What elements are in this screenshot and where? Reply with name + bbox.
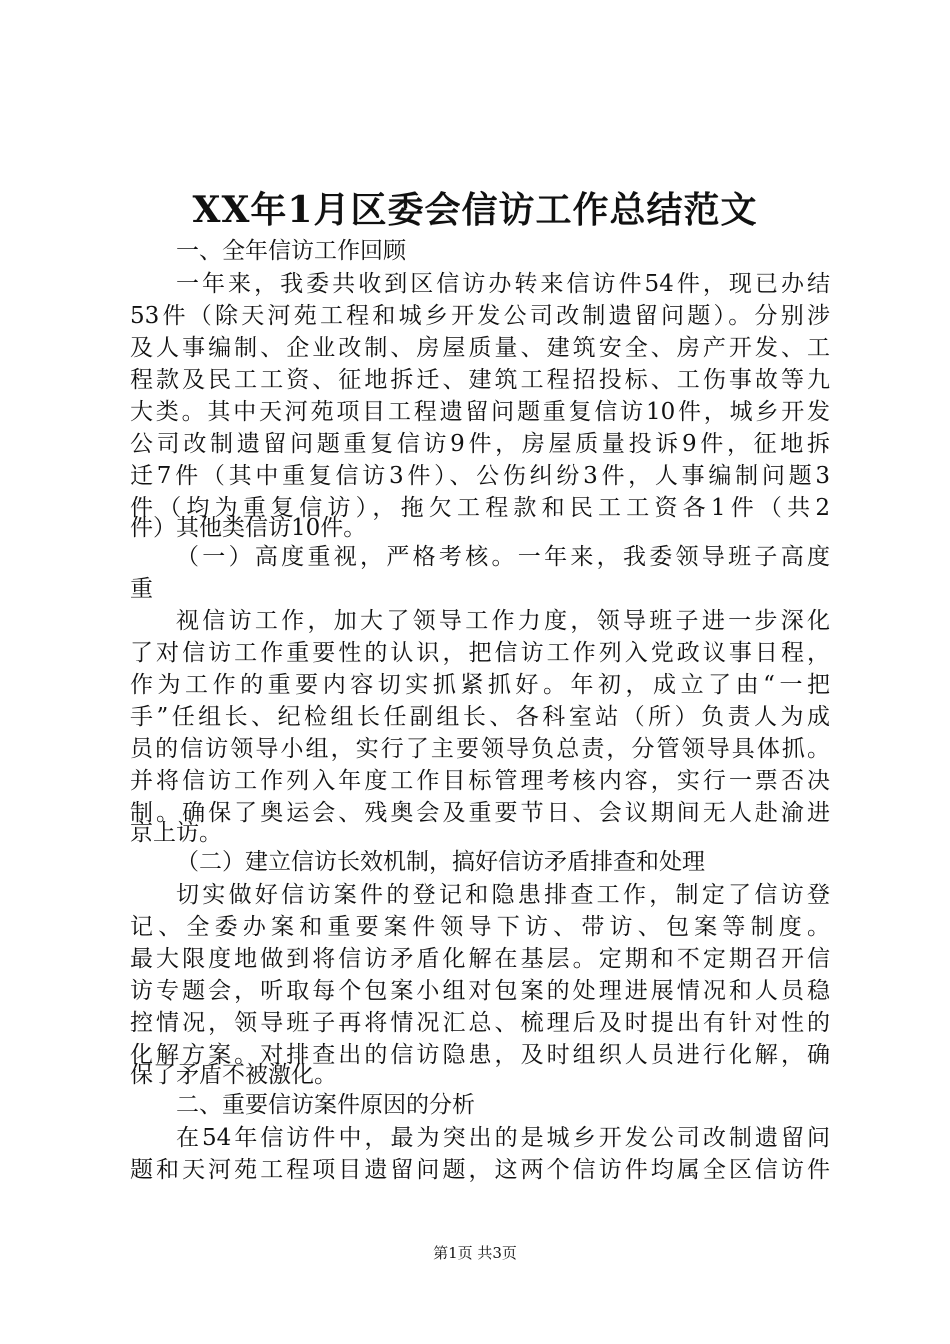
- document-title: XX年1月区委会信访工作总结范文: [192, 189, 758, 231]
- paragraph-line: 公司改制遗留问题重复信访9件，房屋质量投诉9件，征地拆: [130, 431, 830, 457]
- paragraph-line: 员的信访领导小组，实行了主要领导负总责，分管领导具体抓。: [130, 736, 830, 762]
- paragraph-line: 手”任组长、纪检组长任副组长、各科室站（所）负责人为成: [130, 704, 830, 730]
- paragraph-line: 大类。其中天河苑项目工程遗留问题重复信访10件，城乡开发: [130, 399, 830, 425]
- paragraph-line: 访专题会，听取每个包案小组对包案的处理进展情况和人员稳: [130, 978, 830, 1004]
- paragraph-line: 迁7件（其中重复信访3件）、公伤纠纷3件，人事编制问题3: [130, 463, 830, 489]
- paragraph-line: 京上访。: [130, 820, 222, 846]
- paragraph-line: 并将信访工作列入年度工作目标管理考核内容，实行一票否决: [130, 768, 830, 794]
- page-number-footer: 第1页 共3页: [433, 1244, 517, 1262]
- paragraph-line: 视信访工作，加大了领导工作力度，领导班子进一步深化: [176, 608, 830, 634]
- paragraph-line: 了对信访工作重要性的认识，把信访工作列入党政议事日程，: [130, 640, 830, 666]
- paragraph-line: 53件（除天河苑工程和城乡开发公司改制遗留问题）。分别涉: [130, 303, 830, 329]
- paragraph-line: 题和天河苑工程项目遗留问题，这两个信访件均属全区信访件: [130, 1157, 830, 1183]
- paragraph-line: 切实做好信访案件的登记和隐患排查工作，制定了信访登: [176, 882, 830, 908]
- paragraph-line: 在54年信访件中，最为突出的是城乡开发公司改制遗留问: [176, 1125, 830, 1151]
- paragraph-line: 化解方案。对排查出的信访隐患，及时组织人员进行化解，确: [130, 1042, 830, 1068]
- paragraph-line: 控情况，领导班子再将情况汇总、梳理后及时提出有针对性的: [130, 1010, 830, 1036]
- subsection-heading-1: （一）高度重视，严格考核。一年来，我委领导班子高度: [176, 544, 830, 570]
- paragraph-line: 件（均为重复信访），拖欠工程款和民工工资各1件（共2: [130, 495, 830, 521]
- paragraph-line: 记、全委办案和重要案件领导下访、带访、包案等制度。: [130, 914, 830, 940]
- paragraph-line: 件）其他类信访10件。: [130, 515, 367, 541]
- section-heading-2: 二、重要信访案件原因的分析: [176, 1092, 475, 1118]
- paragraph-line: 及人事编制、企业改制、房屋质量、建筑安全、房产开发、工: [130, 335, 830, 361]
- section-heading-1: 一、全年信访工作回顾: [176, 238, 406, 264]
- paragraph-line: 作为工作的重要内容切实抓紧抓好。年初，成立了由“一把: [130, 672, 830, 698]
- paragraph-line: 保了矛盾不被激化。: [130, 1062, 337, 1088]
- paragraph-line: 一年来，我委共收到区信访办转来信访件54件，现已办结: [176, 271, 830, 297]
- paragraph-line: 重: [130, 576, 153, 602]
- subsection-heading-2: （二）建立信访长效机制，搞好信访矛盾排查和处理: [176, 849, 705, 875]
- paragraph-line: 程款及民工工资、征地拆迁、建筑工程招投标、工伤事故等九: [130, 367, 830, 393]
- paragraph-line: 制。确保了奥运会、残奥会及重要节日、会议期间无人赴渝进: [130, 800, 830, 826]
- paragraph-line: 最大限度地做到将信访矛盾化解在基层。定期和不定期召开信: [130, 946, 830, 972]
